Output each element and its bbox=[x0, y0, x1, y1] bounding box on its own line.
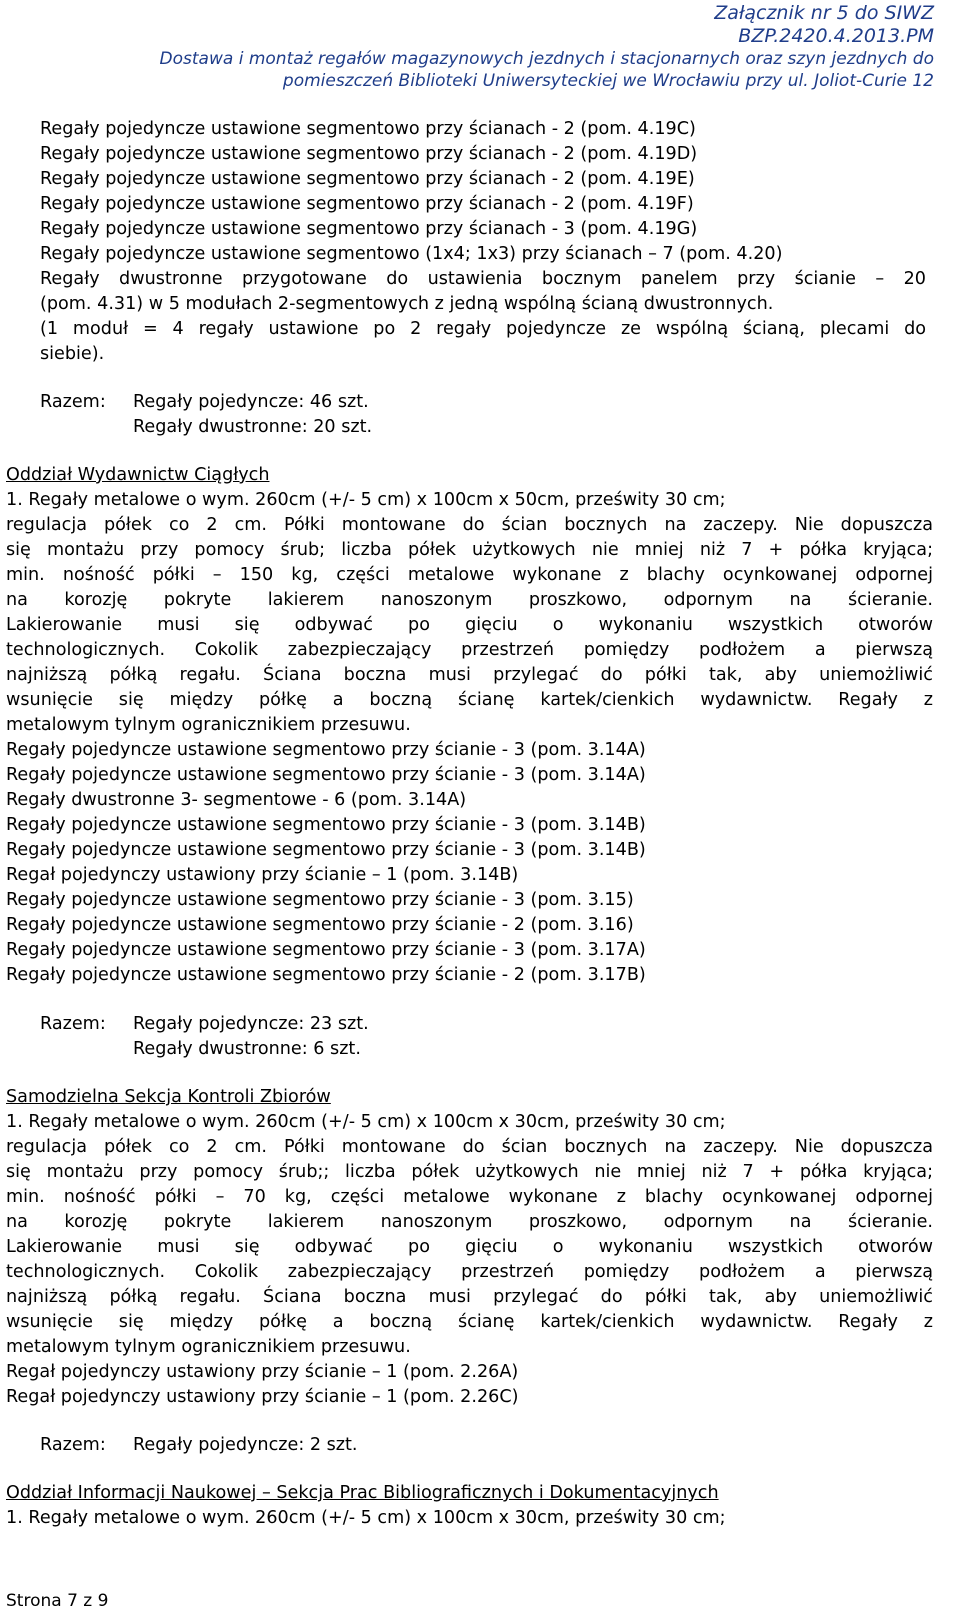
paragraph-line: regulacja półek co 2 cm. Półki montowane do ścian bocznych na zaczepy. Nie dopuszcza bbox=[6, 1137, 933, 1157]
paragraph-line: metalowym tylnym ogranicznikiem przesuwu. bbox=[6, 1337, 411, 1357]
list-item: Regały pojedyncze ustawione segmentowo (1x4; 1x3) przy ścianach – 7 (pom. 4.20) bbox=[40, 244, 783, 264]
paragraph-line: wsunięcie się między półkę a boczną ścianę kartek/cienkich wydawnictw. Regały z bbox=[6, 690, 933, 710]
paragraph-line: wsunięcie się między półkę a boczną ścianę kartek/cienkich wydawnictw. Regały z bbox=[6, 1312, 933, 1332]
paragraph-line: Lakierowanie musi się odbywać po gięciu o wykonaniu wszystkich otworów bbox=[6, 1237, 933, 1257]
list-item: Regały pojedyncze ustawione segmentowo przy ścianach - 2 (pom. 4.19D) bbox=[40, 144, 698, 164]
paragraph-line: metalowym tylnym ogranicznikiem przesuwu. bbox=[6, 715, 411, 735]
paragraph-line: min. nośność półki – 70 kg, części metalowe wykonane z blachy ocynkowanej odpornej bbox=[6, 1187, 933, 1207]
list-item: Regały pojedyncze ustawione segmentowo przy ścianie - 2 (pom. 3.17B) bbox=[6, 965, 646, 985]
reference-number: BZP.2420.4.2013.PM bbox=[738, 25, 934, 47]
list-item: Regał pojedynczy ustawiony przy ścianie – 1 (pom. 3.14B) bbox=[6, 865, 519, 885]
totals-label: Razem: bbox=[40, 1014, 106, 1034]
paragraph-line: na korozję pokryte lakierem nanoszonym proszkowo, odpornym na ścieranie. bbox=[6, 590, 933, 610]
paragraph-line: na korozję pokryte lakierem nanoszonym proszkowo, odpornym na ścieranie. bbox=[6, 1212, 933, 1232]
paragraph-line: 1. Regały metalowe o wym. 260cm (+/- 5 cm) x 100cm x 30cm, prześwity 30 cm; bbox=[6, 1112, 726, 1132]
tender-title-line1: Dostawa i montaż regałów magazynowych jezdnych i stacjonarnych oraz szyn jezdnych do bbox=[159, 49, 934, 69]
list-item: Regały dwustronne 3- segmentowe - 6 (pom. 3.14A) bbox=[6, 790, 467, 810]
page-number: Strona 7 z 9 bbox=[6, 1591, 109, 1611]
list-item: Regały pojedyncze ustawione segmentowo przy ścianie - 2 (pom. 3.16) bbox=[6, 915, 634, 935]
list-item: Regały pojedyncze ustawione segmentowo przy ścianach - 3 (pom. 4.19G) bbox=[40, 219, 698, 239]
section-heading: Oddział Informacji Naukowej – Sekcja Prac Bibliograficznych i Dokumentacyjnych bbox=[6, 1483, 719, 1503]
paragraph-line: 1. Regały metalowe o wym. 260cm (+/- 5 cm) x 100cm x 50cm, prześwity 30 cm; bbox=[6, 490, 726, 510]
total-double: Regały dwustronne: 6 szt. bbox=[133, 1039, 361, 1059]
list-item: Regały pojedyncze ustawione segmentowo przy ścianach - 2 (pom. 4.19F) bbox=[40, 194, 694, 214]
totals-label: Razem: bbox=[40, 1435, 106, 1455]
paragraph-line: się montażu przy pomocy śrub;; liczba półek użytkowych nie mniej niż 7 + półka kryjąca; bbox=[6, 1162, 933, 1182]
list-item: Regały dwustronne przygotowane do ustawienia bocznym panelem przy ścianie – 20 bbox=[40, 269, 926, 289]
list-item: Regały pojedyncze ustawione segmentowo przy ścianach - 2 (pom. 4.19E) bbox=[40, 169, 695, 189]
list-item: Regał pojedynczy ustawiony przy ścianie – 1 (pom. 2.26C) bbox=[6, 1387, 519, 1407]
list-item: Regał pojedynczy ustawiony przy ścianie – 1 (pom. 2.26A) bbox=[6, 1362, 519, 1382]
paragraph-line: Lakierowanie musi się odbywać po gięciu o wykonaniu wszystkich otworów bbox=[6, 615, 933, 635]
list-item: Regały pojedyncze ustawione segmentowo przy ścianie - 3 (pom. 3.14B) bbox=[6, 840, 646, 860]
list-item: Regały pojedyncze ustawione segmentowo przy ścianie - 3 (pom. 3.14A) bbox=[6, 765, 646, 785]
paragraph-line: 1. Regały metalowe o wym. 260cm (+/- 5 cm) x 100cm x 30cm, prześwity 30 cm; bbox=[6, 1508, 726, 1528]
list-item: Regały pojedyncze ustawione segmentowo przy ścianie - 3 (pom. 3.14B) bbox=[6, 815, 646, 835]
paragraph-line: min. nośność półki – 150 kg, części metalowe wykonane z blachy ocynkowanej odpornej bbox=[6, 565, 933, 585]
list-item: (1 moduł = 4 regały ustawione po 2 regały pojedyncze ze wspólną ścianą, plecami do bbox=[40, 319, 926, 339]
section-heading: Samodzielna Sekcja Kontroli Zbiorów bbox=[6, 1087, 331, 1107]
paragraph-line: technologicznych. Cokolik zabezpieczający przestrzeń pomiędzy podłożem a pierwszą bbox=[6, 640, 933, 660]
paragraph-line: najniższą półką regału. Ściana boczna musi przylegać do półki tak, aby uniemożliwić bbox=[6, 1287, 933, 1307]
annex-number: Załącznik nr 5 do SIWZ bbox=[714, 2, 934, 24]
list-item: Regały pojedyncze ustawione segmentowo przy ścianie - 3 (pom. 3.14A) bbox=[6, 740, 646, 760]
paragraph-line: technologicznych. Cokolik zabezpieczający przestrzeń pomiędzy podłożem a pierwszą bbox=[6, 1262, 933, 1282]
total-single: Regały pojedyncze: 2 szt. bbox=[133, 1435, 358, 1455]
paragraph-line: regulacja półek co 2 cm. Półki montowane do ścian bocznych na zaczepy. Nie dopuszcza bbox=[6, 515, 933, 535]
document-header bbox=[160, 2, 934, 92]
list-item: (pom. 4.31) w 5 modułach 2-segmentowych z jedną wspólną ścianą dwustronnych. bbox=[40, 294, 774, 314]
total-double: Regały dwustronne: 20 szt. bbox=[133, 417, 373, 437]
totals-label: Razem: bbox=[40, 392, 106, 412]
section-heading: Oddział Wydawnictw Ciągłych bbox=[6, 465, 270, 485]
paragraph-line: najniższą półką regału. Ściana boczna musi przylegać do półki tak, aby uniemożliwić bbox=[6, 665, 933, 685]
list-item: Regały pojedyncze ustawione segmentowo przy ścianach - 2 (pom. 4.19C) bbox=[40, 119, 696, 139]
total-single: Regały pojedyncze: 46 szt. bbox=[133, 392, 369, 412]
list-item: siebie). bbox=[40, 344, 105, 364]
total-single: Regały pojedyncze: 23 szt. bbox=[133, 1014, 369, 1034]
list-item: Regały pojedyncze ustawione segmentowo przy ścianie - 3 (pom. 3.15) bbox=[6, 890, 634, 910]
list-item: Regały pojedyncze ustawione segmentowo przy ścianie - 3 (pom. 3.17A) bbox=[6, 940, 646, 960]
paragraph-line: się montażu przy pomocy śrub; liczba półek użytkowych nie mniej niż 7 + półka kryjąca; bbox=[6, 540, 933, 560]
tender-title-line2: pomieszczeń Biblioteki Uniwersyteckiej we Wrocławiu przy ul. Joliot-Curie 12 bbox=[282, 71, 934, 91]
